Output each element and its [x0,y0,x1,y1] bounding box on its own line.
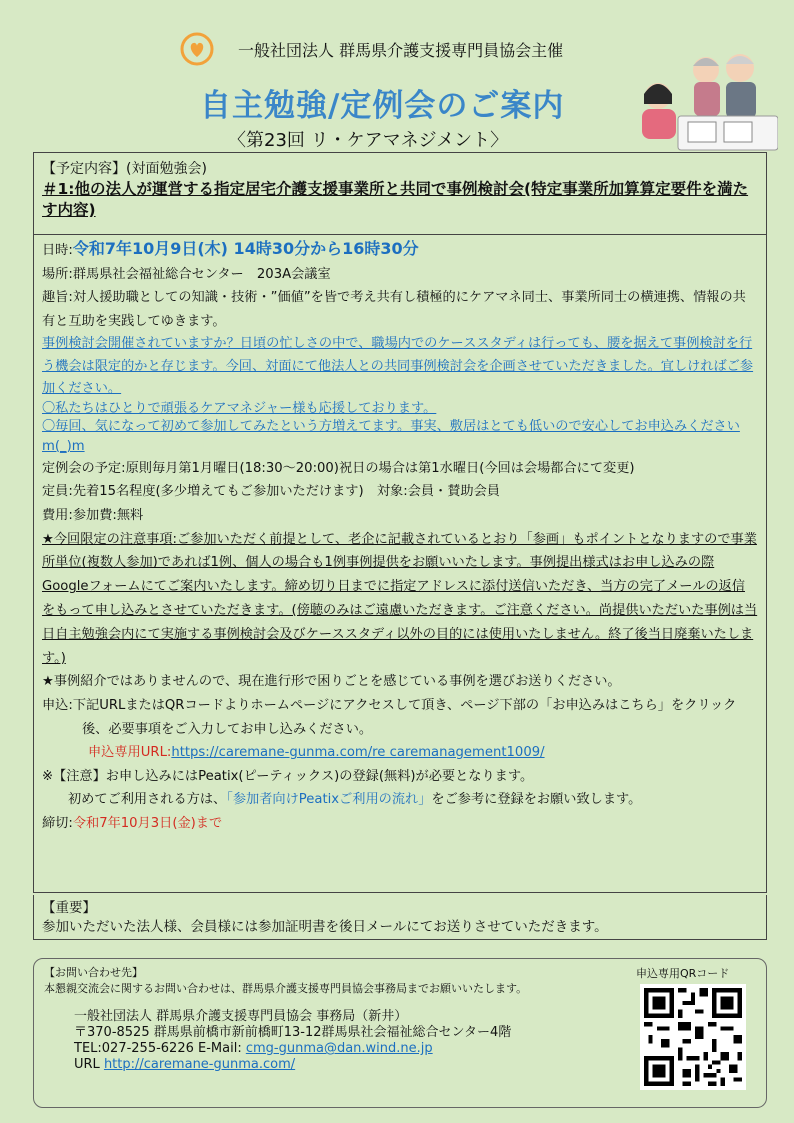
peatix-guide-suffix: をご参考に登録をお願い致します。 [431,792,642,808]
invitation-message: 事例検討会開催されていますか？日頃の忙しさの中で、職場内でのケーススタディは行っても、腰を据えて事例検討を行う機会は限定的かと存じます。今回、対面にて他法人との共同事例検討会を企画させていただきました。宜しければご参加ください。 [42,336,754,397]
contact-label: 【お問い合わせ先】 [44,966,143,979]
apply-url-link[interactable]: https://caremane-gunma.com/re caremanagement1009/ [171,745,545,761]
date-label: 日時: [42,243,73,258]
contact-intro: 本懇親交流会に関するお問い合わせは、群馬県介護支援専門員協会事務局までお願いいたします。 [44,982,528,995]
case-note: ★事例紹介ではありませんので、現在進行形で困りごとを感じている事例を選びお送りください。 [42,674,621,690]
association-logo [180,32,214,66]
important-text: 参加いただいた法人様、会員様には参加証明書を後日メールにてお送りさせていただきます。 [42,919,608,935]
important-label: 【重要】 [42,900,96,916]
plan-header [34,153,766,235]
deadline-row [42,812,758,836]
details-body [34,237,766,836]
deadline-value: 令和7年10月3日(金)まで [72,816,223,831]
apply-url-label: 申込専用URL: [88,745,172,761]
contact-address: 〒370-8525 群馬県前橋市新前橋町13-12群馬県社会福祉総合センター4階 [74,1025,512,1040]
support-message: 〇私たちはひとりで頑張るケアマネジャー様も応援しております。 [42,400,437,416]
contact-url-label: URL [74,1057,104,1072]
contact-url-link[interactable]: http://caremane-gunma.com/ [103,1057,296,1072]
date-row [42,237,758,263]
plan-label: 【予定内容】(対面勉強会) [42,161,207,177]
important-box [33,895,767,940]
fee-row: 費用:参加費:無料 [42,508,144,524]
apply-instructions: 申込:下記URLまたはQRコードよりホームページにアクセスして頂き、ページ下部の「お申込みはこちら」をクリック後、必要事項をご入力してお申し込みください。 [42,698,737,737]
place-row: 場所:群馬県社会福祉総合センター 203A会議室 [42,266,331,282]
special-notice: ★今回限定の注意事項:ご参加いただく前提として、老企に記載されているとおり「参画」もポイントとなりますので事業所単位(複数人参加)であれば1例、個人の場合も1例事例提供をお願いいたします。事例提出様式はお申し込みの際Googleフォームにてご案内いたします。締め切り日までに指定アドレスに添付送信いただき、当方の完了メールの返信をもって申し込みとさせていただきます。(傍聴のみはご遠慮いただきます。ご注意ください。尚提供いただいた事例は当日自主勉強会内にて実施する事例検討会及びケーススタディ以外の目的には使用いたしません。終了後当日廃棄いたします。) [42,531,758,666]
date-value: 令和7年10月9日(木) 14時30分から16時30分 [72,239,419,258]
newcomer-message: 〇毎回、気になって初めて参加してみたという方増えてます。事実、敷居はとても低いので安心してお申込みくださいm(_)m [42,418,740,454]
capacity-row: 定員:先着15名程度(多少増えてもご参加いただけます) 対象:会員・賛助会員 [42,484,500,500]
purpose-row: 趣旨:対人援助職としての知識・技術・”価値”を皆で考え共有し積極的にケアマネ同士、事業所同士の横連携、情報の共有と互助を実践してゆきます。 [42,290,746,329]
peatix-note: ※【注意】お申し込みにはPeatix(ピーティックス)の登録(無料)が必要となります。 [42,768,534,784]
page-title: 自主勉強/定例会のご案内 [200,88,565,124]
deadline-label: 締切: [42,816,73,831]
qr-code[interactable] [640,984,746,1090]
reception-illustration [628,44,778,156]
qr-label: 申込専用QRコード [636,967,730,980]
contact-tel: TEL:027-255-6226 E-Mail: [74,1041,246,1056]
schedule-row: 定例会の予定:原則毎月第1月曜日(18:30～20:00)祝日の場合は第1水曜日(今回は会場都合にて変更) [42,460,635,476]
peatix-guide-link[interactable]: 「参加者向けPeatixご利用の流れ」 [226,792,432,808]
plan-topic: ＃1:他の法人が運営する指定居宅介護支援事業所と共同で事例検討会(特定事業所加算算定要件を満たす内容) [42,180,749,219]
contact-org: 一般社団法人 群馬県介護支援専門員協会 事務局（新井） [74,1009,408,1024]
apply-url-row [42,741,758,765]
peatix-guide-prefix: 初めてご利用される方は、 [68,792,227,808]
page-subtitle: 〈第23回 リ・ケアマネジメント〉 [228,130,509,151]
peatix-guide-row [42,788,758,812]
contact-email-link[interactable]: cmg-gunma@dan.wind.ne.jp [245,1041,433,1056]
organizer-line: 一般社団法人 群馬県介護支援専門員協会主催 [238,41,564,60]
event-details-box [33,152,767,893]
